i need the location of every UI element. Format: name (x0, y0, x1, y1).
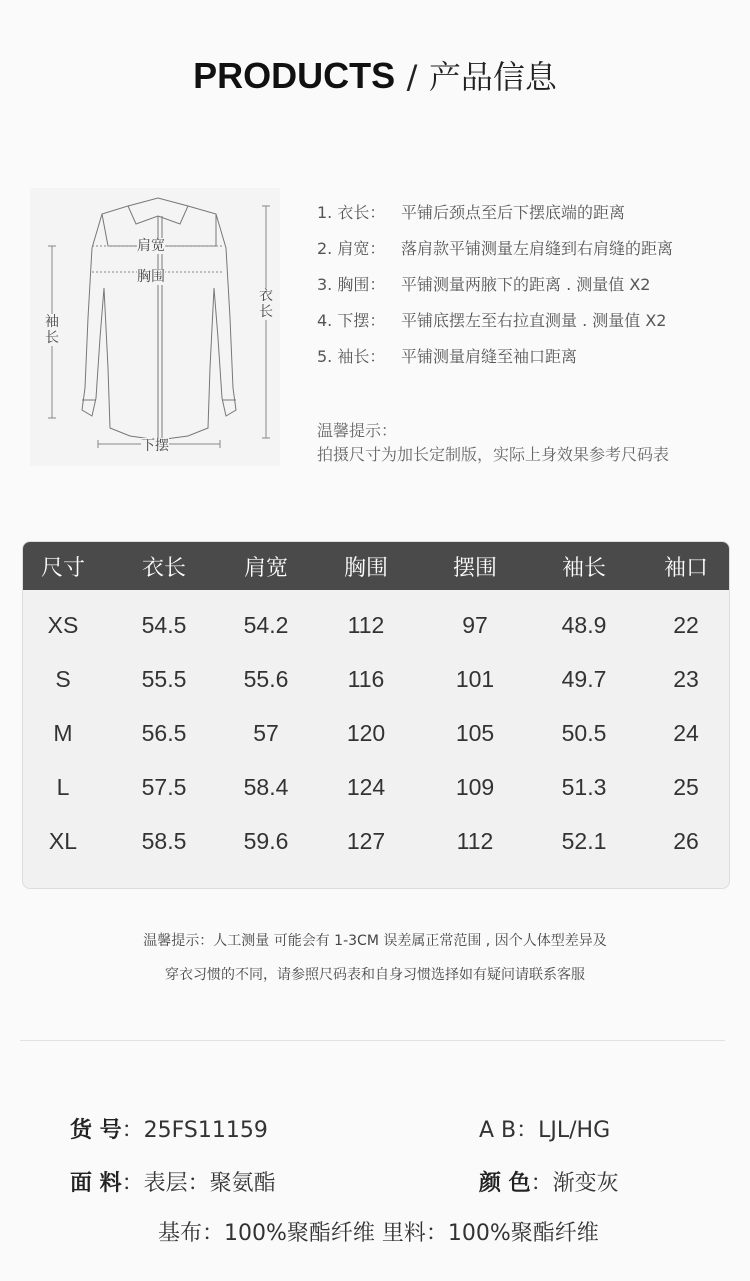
label-chest: 胸围 (137, 269, 165, 285)
table-cell: 112 (347, 611, 385, 638)
table-cell: XS (47, 611, 79, 638)
table-cell: M (53, 719, 73, 746)
disclaimer-line: 温馨提示：人工测量 可能会有 1-3CM 误差属正常范围 , 因个人体型差异及 (143, 933, 607, 949)
table-header (23, 542, 729, 590)
note-key: 2. 肩宽： (317, 239, 386, 258)
table-cell: 55.5 (141, 665, 187, 692)
note-key: 1. 衣长： (317, 203, 386, 222)
table-cell: 56.5 (141, 719, 187, 746)
disclaimer-line: 穿衣习惯的不同，请参照尺码表和自身习惯选择如有疑问请联系客服 (165, 967, 585, 983)
label-shoulder: 肩宽 (137, 238, 165, 254)
sku-info (70, 1113, 268, 1144)
tip-text: 拍摄尺寸为加长定制版，实际上身效果参考尺码表 (317, 445, 670, 464)
table-cell: 112 (456, 827, 494, 854)
table-cell: 50.5 (561, 719, 607, 746)
table-cell: 116 (347, 665, 385, 692)
section-divider (20, 1040, 725, 1041)
table-cell: 57.5 (141, 773, 187, 800)
note-value: 平铺底摆左至右拉直测量 . 测量值 X2 (401, 311, 667, 330)
ab-info (479, 1113, 610, 1144)
table-cell: 22 (673, 611, 699, 638)
table-row (23, 598, 729, 652)
title-separator: / (406, 58, 418, 96)
table-cell: 54.5 (141, 611, 187, 638)
table-cell: L (56, 773, 70, 800)
shirt-outline-icon (30, 188, 280, 466)
header-cell: 袖长 (561, 555, 606, 581)
header-cell: 袖口 (663, 555, 708, 581)
ab-label: A B (479, 1118, 517, 1143)
header-cell: 摆围 (452, 555, 497, 581)
table-cell: 54.2 (243, 611, 289, 638)
title-en: PRODUCTS (193, 55, 396, 96)
table-row (23, 652, 729, 706)
sku-value: ：25FS11159 (121, 1118, 268, 1143)
note-key: 5. 袖长： (317, 347, 386, 366)
note-row (317, 308, 737, 344)
table-cell: 120 (346, 719, 386, 746)
note-row (317, 200, 737, 236)
table-row (23, 706, 729, 760)
ab-value: ：LJL/HG (516, 1118, 611, 1143)
table-cell: 25 (673, 773, 699, 800)
measurement-notes (317, 200, 737, 380)
shirt-diagram (30, 188, 280, 466)
note-key: 4. 下摆： (317, 311, 386, 330)
color-value: ：渐变灰 (530, 1171, 619, 1196)
table-cell: 124 (346, 773, 386, 800)
note-key: 3. 胸围： (317, 275, 386, 294)
note-value: 平铺测量两腋下的距离 . 测量值 X2 (401, 275, 651, 294)
table-cell: 49.7 (561, 665, 607, 692)
label-sleeve: 袖长 (45, 314, 59, 346)
table-cell: 105 (455, 719, 495, 746)
table-cell: S (55, 665, 71, 692)
table-cell: 23 (673, 665, 699, 692)
measurement-disclaimer (0, 924, 750, 992)
table-cell: 127 (346, 827, 386, 854)
title-zh: 产品信息 (428, 58, 557, 96)
table-body (23, 590, 729, 868)
header-cell: 肩宽 (243, 555, 288, 581)
sku-label: 货 号 (70, 1118, 122, 1143)
table-cell: 57 (253, 719, 279, 746)
table-row (23, 760, 729, 814)
color-info (479, 1166, 619, 1197)
label-length: 衣长 (259, 288, 273, 320)
note-row (317, 272, 737, 308)
table-cell: 97 (462, 611, 488, 638)
table-row (23, 814, 729, 868)
base-lining-info: 基布：100%聚酯纤维 里料：100%聚酯纤维 (158, 1221, 599, 1246)
table-cell: XL (48, 827, 78, 854)
table-cell: 55.6 (243, 665, 289, 692)
table-cell: 59.6 (243, 827, 289, 854)
header-cell: 尺寸 (40, 555, 85, 581)
table-cell: 58.4 (243, 773, 289, 800)
table-cell: 51.3 (561, 773, 607, 800)
note-row (317, 236, 737, 272)
page-title (0, 52, 750, 98)
table-cell: 48.9 (561, 611, 607, 638)
fabric-info (70, 1166, 276, 1197)
note-value: 平铺后颈点至后下摆底端的距离 (401, 203, 626, 222)
header-cell: 衣长 (141, 555, 186, 581)
fabric-label: 面 料 (70, 1171, 122, 1196)
label-hem: 下摆 (141, 438, 169, 454)
tip-title: 温馨提示： (317, 421, 398, 440)
size-table (22, 541, 730, 889)
fabric-value: ：表层：聚氨酯 (121, 1171, 276, 1196)
note-value: 落肩款平铺测量左肩缝到右肩缝的距离 (401, 239, 674, 258)
shooting-tip (317, 419, 669, 467)
table-cell: 109 (455, 773, 495, 800)
table-cell: 52.1 (561, 827, 607, 854)
color-label: 颜 色 (479, 1171, 531, 1196)
table-cell: 58.5 (141, 827, 187, 854)
table-cell: 101 (455, 665, 495, 692)
note-value: 平铺测量肩缝至袖口距离 (401, 347, 578, 366)
table-cell: 24 (673, 719, 699, 746)
note-row (317, 344, 737, 380)
header-cell: 胸围 (343, 555, 388, 581)
table-cell: 26 (673, 827, 699, 854)
